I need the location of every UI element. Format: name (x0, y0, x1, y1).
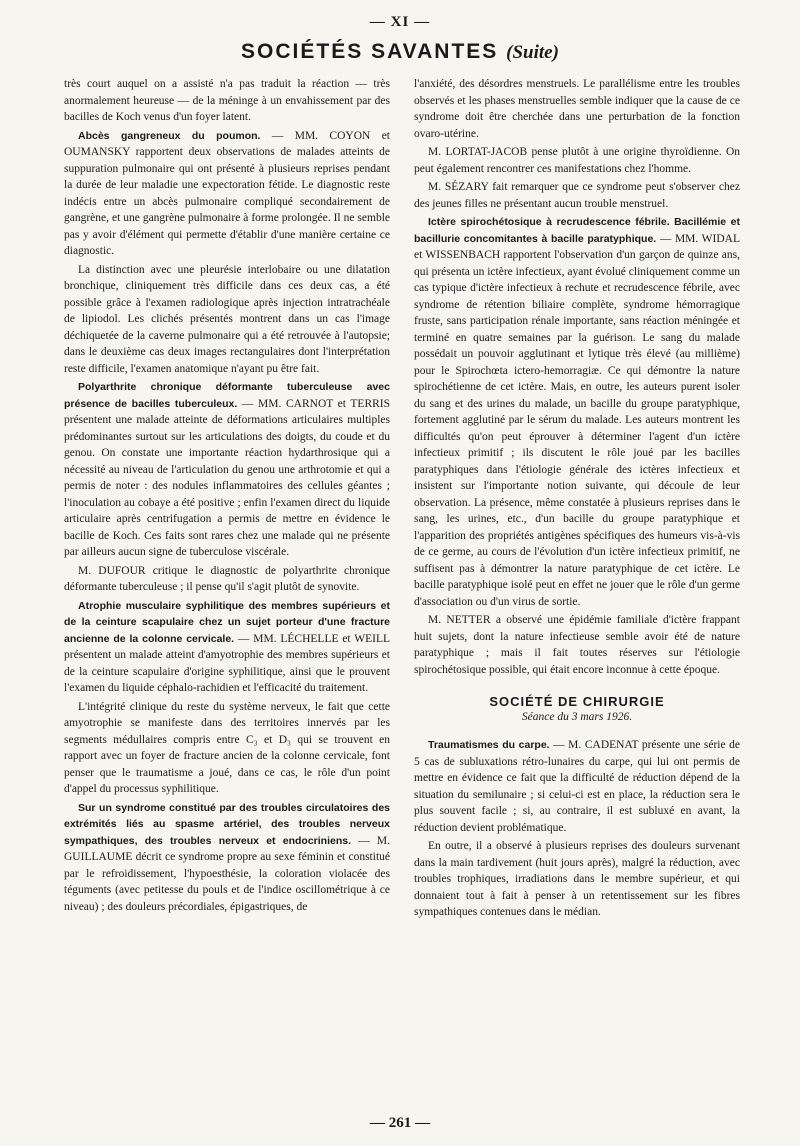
paragraph (64, 76, 390, 126)
paragraph-text: — MM. LÉCHELLE et WEILL présentent un malade atteint d'amyotrophie des membres supérieurs et de la ceinture scapulaire d'origine syphilitique, ainsi que le prouvent l'examen du liquide céphalo-rachidien et l'efficacité du traitement. (64, 632, 390, 694)
paragraph-heading: Ictère spirochétosique à recrudescence fébrile. Bacillémie et bacillurie concomitantes à bacille paratyphique. (414, 216, 740, 245)
paragraph (414, 179, 740, 212)
paragraph (414, 838, 740, 921)
section-title: SOCIÉTÉ DE CHIRURGIE (489, 694, 665, 709)
paragraph-heading: Traumatismes du carpe. (428, 739, 550, 751)
paragraph-text: M. NETTER a observé une épidémie familiale d'ictère frappant huit sujets, dont la nature infectieuse semble avoir été de nature paratyphique ; mais il fait toutes réserves sur l'étiologie spirochétosique possible, qui était encore inconnue à cette époque. (414, 614, 740, 676)
paragraph-text: — MM. COYON et OUMANSKY rapportent deux observations de malades atteints de suppuration pulmonaire qui ont présenté à plusieurs reprises pendant la durée de leur maladie une expectoration fétide. Le diagnostic reste indécis entre un abcès pulmonaire compliqué secondairement de gangrène, et une gangrène pulmonaire à forme prolongée. Il ne semble pas y avoir d'élément qui permette d'établir d'une manière certaine ce diagnostic. (64, 129, 390, 257)
paragraph (64, 699, 390, 798)
paragraph (64, 563, 390, 596)
paragraph-text: — M. CADENAT présente une série de 5 cas de subluxations rétro-lunaires du carpe, qui lui ont permis de mettre en évidence ce fait que la difficulté de réduction dépend de la situation du semilunaire ; si celui-ci est en place, la réduction sera le plus souvent facile ; si, au contraire, il est subluxé en avant, la réduction devient problématique. (414, 739, 740, 834)
paragraph-text: — MM. WIDAL et WISSENBACH rapportent l'observation d'un garçon de quinze ans, qui présenta un ictère infectieux, ayant évolué cliniquement comme un cas typique d'ictère infectieux à rechute et recrudescence fébrile, avec syndrome de rétention biliaire complète, syndrome hémorragique fruste, sans participation rénale importante, sans réaction méningée et terminé en quatre semaines par la guérison. Le sang du malade possédait un pouvoir agglutinant et lytique très élevé (au millième) pour le Spirochœta ictero-hemorragiæ. Ce qui démontre la nature spirochétienne de cet ictère. Mais, en outre, les auteurs purent isoler du sang et des urines du malade, un bacille du groupe paratyphique, fortement agglutiné par le sérum du malade. Les auteurs montrent les difficultés qu'on peut éprouver à déterminer l'agent d'un ictère infectieux primitif ; ils discutent le rôle joué par les bacilles paratyphiques dans l'étiologie générale des ictères infectieux et insistent sur l'importante notion suivante, qui découle de leur observation. La présence, même constatée à plusieurs reprises dans le sang, les urines, etc., d'un bacille du groupe paratyphique et l'apparition des propriétés antigènes spécifiques des humeurs vis-à-vis de ce germe, au cours de l'évolution d'un ictère infectieux primitif, ne suffisent pas à démontrer la nature paratyphique de cet ictère. Le bacille paratyphique isolé peut en effet ne jouer que le rôle d'un germe d'association ou d'un virus de sortie. (414, 232, 740, 608)
text-columns (64, 76, 740, 1096)
paragraph (64, 800, 390, 916)
paragraph-text: L'intégrité clinique du reste du système nerveux, le fait que cette amyotrophie se manifeste dans des territoires innervés par les segments médullaires compris entre C₃ et D₃ qui se trouvent en rapport avec un foyer de fracture ancien de la colonne cervicale, font penser que le traumatisme a joué, dans ce cas, le rôle d'un point d'appel du processus syphilitique. (64, 700, 390, 795)
right-column-surgery-articles (414, 737, 740, 921)
paragraph (414, 612, 740, 678)
paragraph-heading: Polyarthrite chronique déformante tuberculeuse avec présence de bacilles tuberculeux. (64, 381, 390, 410)
paragraph (64, 262, 390, 378)
paragraph-text: M. SÉZARY fait remarquer que ce syndrome peut s'observer chez des jeunes filles ne présentant aucun trouble menstruel. (414, 181, 740, 210)
paragraph-heading: Abcès gangreneux du poumon. (78, 129, 261, 142)
paragraph-text: M. LORTAT-JACOB pense plutôt à une origine thyroïdienne. On peut également rencontrer ces manifestations chez l'homme. (414, 146, 740, 175)
paragraph (64, 379, 390, 561)
running-head (0, 40, 800, 64)
paragraph (64, 598, 390, 697)
paragraph-text: très court auquel on a assisté n'a pas traduit la réaction — très anormalement heureuse — de la méninge à un envahissement par des bacilles de Koch venus d'un foyer latent. (64, 78, 390, 123)
paragraph-heading: Sur un syndrome constitué par des troubles circulatoires des extrémités liés au spasme artériel, des troubles nerveux sympathiques, des troubles nerveux et endocriniens. (64, 801, 390, 847)
paragraph (64, 128, 390, 260)
right-column-articles (414, 76, 740, 678)
section-date: Séance du 3 mars 1926. (521, 711, 633, 723)
paragraph-text: — MM. CARNOT et TERRIS présentent une malade atteinte de déformations articulaires multiples prédominantes surtout sur les articulations des doigts, du coude et du genou. On constate une importante réaction hydarthrosique qui a nécessité au niveau de l'articulation du genou une arthrotomie et qui a permis de noter : des nodules inflammatoires des cellules géantes ; l'inoculation au cobaye a été positive ; enfin l'examen direct du liquide articulaire après centrifugation a permis de mettre en évidence le bacille de Koch. Ces faits sont rares chez une malade qui ne présente par ailleurs aucun signe de tuberculose viscérale. (64, 397, 390, 558)
running-suite: (Suite) (506, 42, 559, 63)
page-number: — 261 — (370, 1115, 430, 1131)
paragraph-text: — M. GUILLAUME décrit ce syndrome propre au sexe féminin et constitué par le refroidissement, l'hypoesthésie, la coloration violacée des téguments (avec petitesse du pouls et de l'indice oscillométrique à ce niveau) ; des douleurs précordiales, épigastriques, de (64, 834, 390, 913)
page-folio-top: — XI — (369, 14, 431, 30)
paragraph-text: l'anxiété, des désordres menstruels. Le parallélisme entre les troubles observés et les phases menstruelles semble indiquer que la cause de ce syndrome doit être cherchée dans une perturbation de la fonction ovarо-utérine. (414, 78, 740, 140)
right-column (414, 76, 740, 1096)
left-column (64, 76, 390, 1096)
paragraph-text: La distinction avec une pleurésie interlobaire ou une dilatation bronchique, cliniquement très difficile dans ces deux cas, a été possible grâce à l'examen radiologique après injection intratrachéale de lipiodol. Les clichés présentés montrent dans un cas l'image déchiquetée de la caverne pulmonaire qui a été retrouvée à l'autopsie; dans le deuxième cas deux images rectangulaires dont l'interprétation reste difficile, l'examen anatomique n'ayant pu être fait. (64, 263, 390, 375)
running-title: SOCIÉTÉS SAVANTES (241, 40, 499, 63)
paragraph (414, 737, 740, 836)
paragraph (414, 214, 740, 610)
paragraph-heading: Atrophie musculaire syphilitique des membres supérieurs et de la ceinture scapulaire chez un sujet porteur d'une fracture ancienne de la colonne cervicale. (64, 599, 390, 645)
paragraph-text: M. DUFOUR critique le diagnostic de polyarthrite chronique déformante tuberculeuse ; il pense qu'il s'agit plutôt de synovite. (64, 564, 390, 593)
paragraph-text: En outre, il a observé à plusieurs reprises des douleurs survenant dans la main tardivement (huit jours après), malgré la réduction, avec troubles trophiques, irradiations dans le membre supérieur, et qui donnaient tout à fait à penser à un retentissement sur les fibres sympathiques contenues dans le médian. (414, 840, 740, 918)
paragraph (414, 144, 740, 177)
paragraph (414, 76, 740, 142)
